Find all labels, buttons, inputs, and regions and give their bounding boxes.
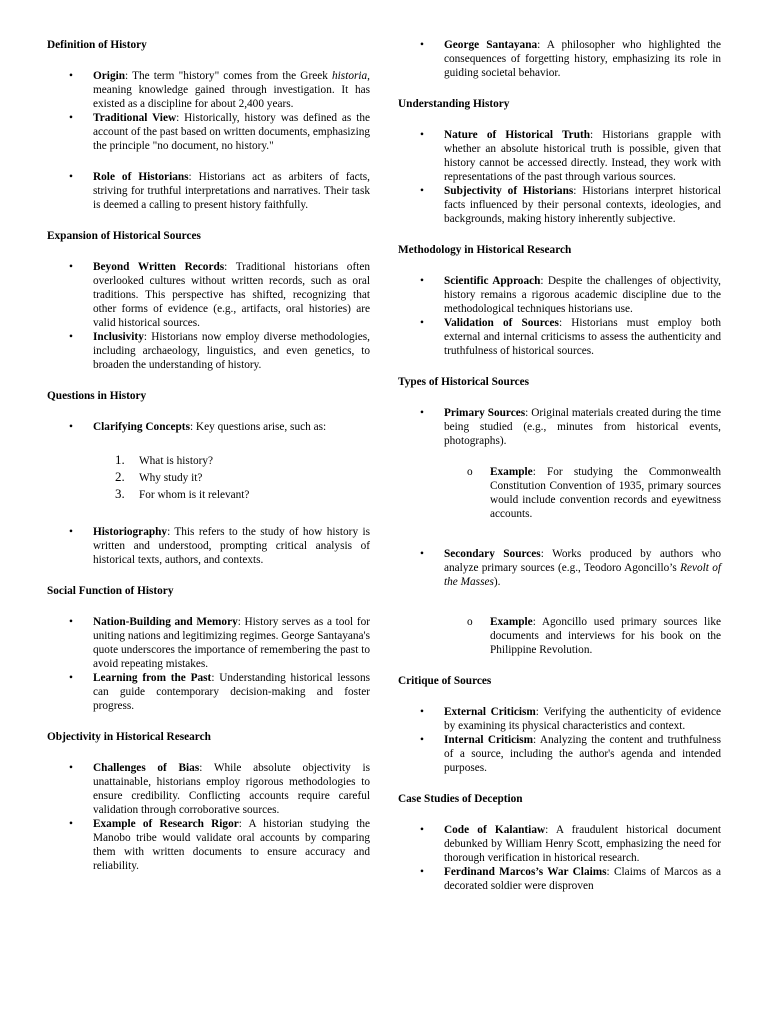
case-studies-list	[398, 823, 721, 893]
item-number: 1.	[115, 452, 125, 467]
santayana-list	[398, 38, 721, 80]
term: Beyond Written Records	[93, 261, 225, 273]
list-item	[398, 38, 721, 80]
term: Challenges of Bias	[93, 762, 200, 774]
text: For whom is it relevant?	[139, 489, 250, 501]
term: Origin	[93, 70, 126, 82]
questions-list	[47, 420, 370, 434]
term: Historiography	[93, 526, 168, 538]
heading-questions-in-history: Questions in History	[47, 390, 147, 402]
term: External Criticism	[444, 706, 536, 718]
term: Example	[490, 616, 533, 628]
text: Why study it?	[139, 472, 203, 484]
heading-definition-of-history: Definition of History	[47, 39, 147, 51]
term: Nature of Historical Truth	[444, 129, 591, 141]
text: : Historians grapple with whether an absolute historical truth is possible, given that history cannot be accessed directly. Instead, they work with representations of the past through various sources.	[444, 129, 721, 183]
text: : For studying the Commonwealth Constitution Convention of 1935, primary sources would include convention records and eyewitness accounts.	[490, 466, 721, 520]
text: : Understanding historical lessons can guide contemporary decision-making and foster progress.	[93, 672, 370, 712]
text: : Agoncillo used primary sources like documents and interviews for his book on the Philippine Revolution.	[490, 616, 721, 656]
emphasis: Revolt of the Masses	[444, 562, 721, 588]
text: : Historians act as arbiters of facts, striving for truthful interpretations and narratives. Their task is deemed a calling to present history faithfully.	[93, 171, 370, 211]
list-item	[398, 406, 721, 448]
list-item	[398, 733, 721, 775]
heading-case-studies: Case Studies of Deception	[398, 793, 523, 805]
social-function-list	[47, 615, 370, 713]
term: Primary Sources	[444, 407, 526, 419]
list-item	[47, 111, 370, 153]
text: : Historians interpret historical facts influenced by their personal contexts, ideologies, and backgrounds, making history inherently subjective.	[444, 185, 721, 225]
term: Role of Historians	[93, 171, 189, 183]
list-item	[398, 865, 721, 893]
list-item	[47, 260, 370, 330]
expansion-list	[47, 260, 370, 372]
term: Example of Research Rigor	[93, 818, 239, 830]
heading-objectivity: Objectivity in Historical Research	[47, 731, 211, 743]
text: : Despite the challenges of objectivity, history remains a rigorous academic discipline due to the methodological techniques historians use.	[444, 275, 721, 315]
primary-sources-list	[398, 406, 721, 448]
term: Nation-Building and Memory	[93, 616, 238, 628]
list-item	[47, 671, 370, 713]
term: Ferdinand Marcos’s War Claims	[444, 866, 607, 878]
list-item	[47, 525, 370, 567]
list-item	[47, 615, 370, 671]
text: : Historians now employ diverse methodologies, including archaeology, linguistics, and even genetics, to broaden the understanding of history.	[93, 331, 370, 371]
list-item	[47, 761, 370, 817]
term: Validation of Sources	[444, 317, 559, 329]
text: : History serves as a tool for uniting nations and legitimizing regimes. George Santayana's quote underscores the importance of remembering the past to avoid repeating mistakes.	[93, 616, 370, 670]
historiography-list	[47, 525, 370, 567]
term: Clarifying Concepts	[93, 421, 190, 433]
list-item	[47, 170, 370, 212]
question-item	[47, 488, 370, 502]
list-item	[398, 823, 721, 865]
list-item	[398, 184, 721, 226]
definition-list	[47, 69, 370, 212]
heading-types-of-sources: Types of Historical Sources	[398, 376, 530, 388]
list-item	[398, 547, 721, 589]
item-number: 2.	[115, 469, 125, 484]
term: Traditional View	[93, 112, 177, 124]
methodology-list	[398, 274, 721, 358]
list-item	[47, 817, 370, 873]
heading-expansion-of-sources: Expansion of Historical Sources	[47, 230, 201, 242]
critique-list	[398, 705, 721, 775]
term: Code of Kalantiaw	[444, 824, 546, 836]
text: : While absolute objectivity is unattainable, historians employ rigorous methodologies to ensure credibility. Conflicting accounts require careful validation through corroborative sources.	[93, 762, 370, 816]
text: : Works produced by authors who analyze primary sources (e.g., Teodoro Agoncillo’s	[444, 548, 722, 574]
sub-list-item	[398, 615, 721, 657]
text: : Claims of Marcos as a decorated soldier were disproven	[444, 866, 722, 892]
text: : Verifying the authenticity of evidence by examining its physical characteristics and context.	[444, 706, 721, 732]
left-column	[47, 38, 370, 873]
emphasis: historia	[332, 70, 368, 82]
item-number: 3.	[115, 486, 125, 501]
list-item	[398, 128, 721, 184]
text: ).	[493, 576, 501, 588]
text: What is history?	[139, 455, 214, 467]
term: Subjectivity of Historians	[444, 185, 574, 197]
text: : Historians must employ both external and internal criticisms to assess the authenticity and truthfulness of historical sources.	[444, 317, 721, 357]
list-item	[398, 316, 721, 358]
text: : Key questions arise, such as:	[189, 421, 327, 433]
list-item	[398, 274, 721, 316]
heading-social-function: Social Function of History	[47, 585, 174, 597]
sub-list-item	[398, 465, 721, 521]
question-item	[47, 471, 370, 485]
understanding-list	[398, 128, 721, 226]
heading-critique-of-sources: Critique of Sources	[398, 675, 492, 687]
numbered-questions	[47, 454, 370, 502]
term: Learning from the Past	[93, 672, 212, 684]
text: , meaning knowledge gained through investigation. It has existed as a discipline for about 2,400 years.	[93, 70, 370, 110]
list-item	[47, 330, 370, 372]
text: : A philosopher who highlighted the consequences of forgetting history, emphasizing its role in guiding societal behavior.	[444, 39, 721, 79]
text: : A historian studying the Manobo tribe would validate oral accounts by comparing them with written documents to ensure accuracy and reliability.	[93, 818, 370, 872]
text: : Traditional historians often overlooked cultures without written records, such as oral traditions. This perspective has shifted, recognizing that other forms of evidence (e.g., artifacts, oral histories) are valid historical sources.	[93, 261, 371, 329]
term: Secondary Sources	[444, 548, 541, 560]
text: : This refers to the study of how history is written and understood, prompting critical analysis of historical texts, authors, and contexts.	[93, 526, 370, 566]
text: : The term "history" comes from the Greek	[125, 70, 333, 82]
term: Example	[490, 466, 533, 478]
list-item	[47, 420, 370, 434]
secondary-example-list	[398, 615, 721, 657]
text: : Original materials created during the time being studied (e.g., minutes from historical events, photographs).	[444, 407, 721, 447]
text: : Historically, history was defined as the account of the past based on written documents, emphasizing the principle "no document, no history."	[93, 112, 371, 152]
secondary-sources-list	[398, 547, 721, 589]
objectivity-list	[47, 761, 370, 873]
term: Scientific Approach	[444, 275, 541, 287]
heading-understanding-history: Understanding History	[398, 98, 510, 110]
question-item	[47, 454, 370, 468]
term: Inclusivity	[93, 331, 144, 343]
term: George Santayana	[444, 39, 538, 51]
term: Internal Criticism	[444, 734, 534, 746]
heading-methodology: Methodology in Historical Research	[398, 244, 572, 256]
text: : Analyzing the content and truthfulness of a source, including the author's agenda and intended purposes.	[444, 734, 721, 774]
primary-example-list	[398, 465, 721, 521]
text: : A fraudulent historical document debunked by William Henry Scott, emphasizing the need for thorough verification in historical research.	[444, 824, 721, 864]
list-item	[398, 705, 721, 733]
list-item	[47, 69, 370, 111]
right-column	[398, 38, 721, 893]
